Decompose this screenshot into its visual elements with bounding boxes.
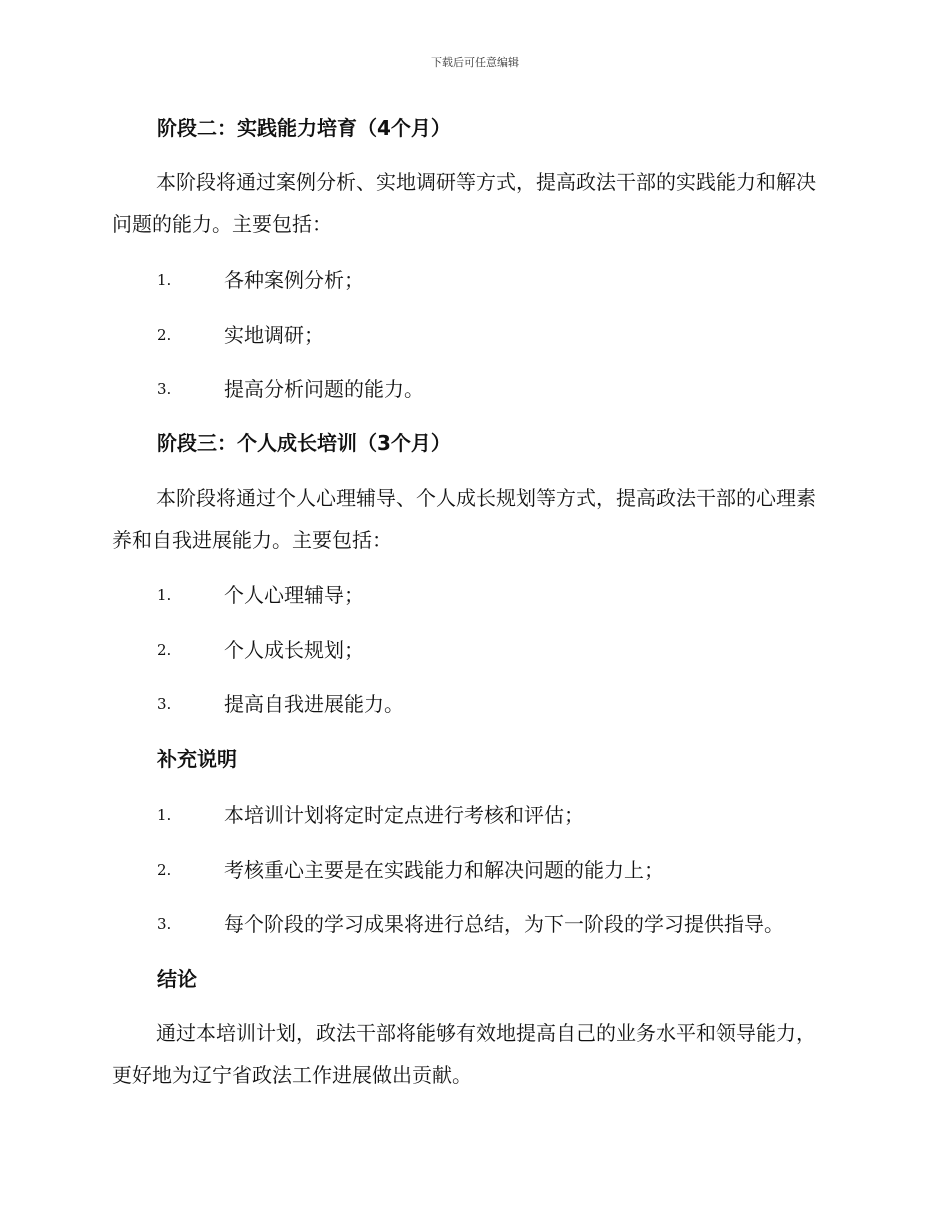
list-item-number: 1. — [157, 586, 172, 604]
list-item-text: 本培训计划将定时定点进行考核和评估； — [224, 803, 584, 827]
list-item-number: 3. — [157, 380, 172, 398]
list-item-number: 2. — [157, 641, 172, 659]
stage2-heading: 阶段二：实践能力培育（4个月） — [157, 116, 451, 140]
list-item-number: 1. — [157, 806, 172, 824]
list-item-text: 提高分析问题的能力。 — [224, 377, 424, 401]
stage2-paragraph: 本阶段将通过案例分析、实地调研等方式，提高政法干部的实践能力和解决问题的能力。主要包括： — [112, 170, 816, 236]
list-item-text: 各种案例分析； — [224, 268, 364, 292]
conclusion-heading: 结论 — [157, 967, 197, 991]
conclusion-paragraph: 通过本培训计划，政法干部将能够有效地提高自己的业务水平和领导能力，更好地为辽宁省政法工作进展做出贡献。 — [112, 1021, 816, 1087]
list-item-number: 3. — [157, 695, 172, 713]
list-item-text: 考核重心主要是在实践能力和解决问题的能力上； — [224, 858, 664, 882]
supplement-heading: 补充说明 — [157, 747, 237, 771]
list-item-text: 实地调研； — [224, 323, 324, 347]
list-item-number: 1. — [157, 271, 172, 289]
stage3-paragraph: 本阶段将通过个人心理辅导、个人成长规划等方式，提高政法干部的心理素养和自我进展能力。主要包括： — [112, 486, 816, 552]
list-item-text: 提高自我进展能力。 — [224, 692, 404, 716]
header-note: 下载后可任意编辑 — [431, 56, 519, 69]
list-item-number: 2. — [157, 861, 172, 879]
list-item-text: 个人心理辅导； — [224, 583, 364, 607]
list-item-number: 3. — [157, 915, 172, 933]
list-item-text: 每个阶段的学习成果将进行总结，为下一阶段的学习提供指导。 — [224, 912, 784, 936]
list-item-number: 2. — [157, 326, 172, 344]
stage3-heading: 阶段三：个人成长培训（3个月） — [157, 431, 451, 455]
list-item-text: 个人成长规划； — [224, 638, 364, 662]
